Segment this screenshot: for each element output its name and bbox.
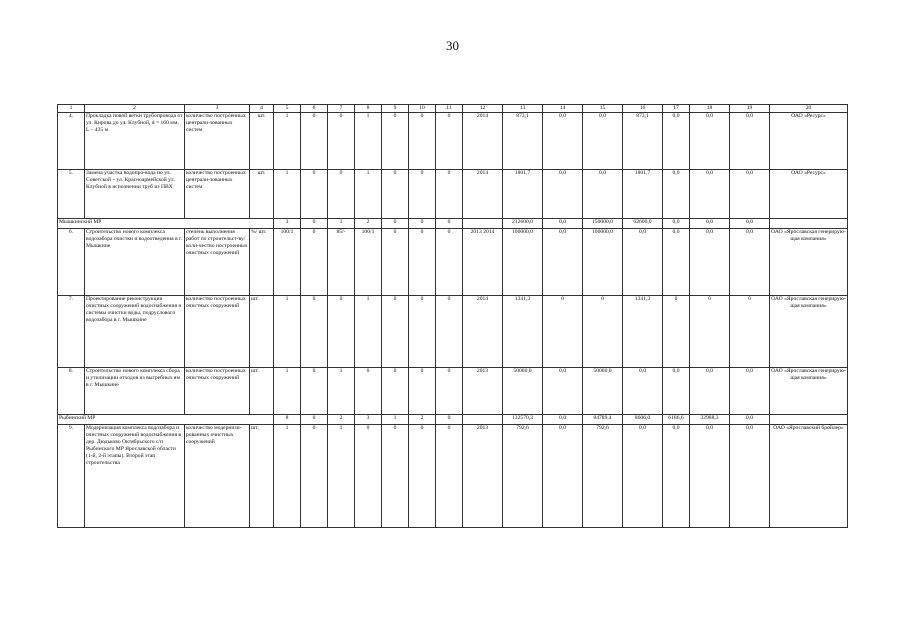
table-cell: 0,0 (663, 425, 690, 528)
table-cell: 0,0 (583, 113, 623, 170)
header-cell: 16 (623, 105, 663, 113)
table-row (58, 368, 848, 415)
table-cell: 0 (301, 219, 328, 229)
table-cell: 0 (543, 296, 583, 368)
table-cell: 0,0 (663, 170, 690, 219)
table-cell: 32988,3 (690, 415, 730, 425)
table-cell: 0 (382, 219, 409, 229)
header-cell: 9 (382, 105, 409, 113)
page-number: 30 (446, 38, 459, 53)
table-cell: 0 (409, 368, 436, 415)
header-cell: 4 (250, 105, 274, 113)
table-cell (463, 415, 503, 425)
table-row (58, 113, 848, 170)
header-cell: 11 (436, 105, 463, 113)
table-cell: 1801,7 (503, 170, 543, 219)
year: 2014 (463, 170, 503, 219)
table-cell: 0 (436, 113, 463, 170)
table-cell (770, 415, 848, 425)
table-cell: 1 (274, 368, 301, 415)
table-cell (770, 219, 848, 229)
header-cell: 6 (301, 105, 328, 113)
table-cell: 792,6 (583, 425, 623, 528)
indicator-name: количество построенных централи-зованных систем (185, 113, 250, 170)
header-cell: 8 (355, 105, 382, 113)
subtotal-row (58, 415, 848, 425)
indicator-name: количество построенных централи-зованных систем (185, 170, 250, 219)
table-cell: 0 (355, 425, 382, 528)
table-cell: 2 (409, 415, 436, 425)
row-number: 6. (58, 229, 85, 296)
row-number: 7. (58, 296, 85, 368)
table-cell: 873,1 (503, 113, 543, 170)
table-cell: 0 (328, 296, 355, 368)
table-cell: 0 (436, 219, 463, 229)
event-name: Проектирование реконструкции очистных сооружений водоснабжения и системы очистки воды, подруслового водозабора в г. Мышкине (85, 296, 185, 368)
table-cell: 0 (382, 425, 409, 528)
table-cell: 1 (274, 113, 301, 170)
header-cell: 10 (409, 105, 436, 113)
table-cell: 0 (690, 296, 730, 368)
table-cell: 0 (663, 296, 690, 368)
table-cell: 8606,0 (623, 415, 663, 425)
table-cell: 0,0 (730, 229, 770, 296)
table-cell: 85/- (328, 229, 355, 296)
table-cell: 62600,0 (623, 219, 663, 229)
table-cell: 2 (355, 219, 382, 229)
table-cell: 0 (301, 229, 328, 296)
table-cell: 1341,3 (623, 296, 663, 368)
unit: шт. (250, 113, 274, 170)
table-cell: 0,0 (690, 170, 730, 219)
table-cell: 0,0 (543, 170, 583, 219)
executor: ОАО «Ресурс» (770, 170, 848, 219)
table-cell: 1 (328, 368, 355, 415)
table-cell: 50000,0 (503, 368, 543, 415)
table-cell: 0,0 (543, 415, 583, 425)
unit: шт. (250, 425, 274, 528)
table-cell: 0 (409, 425, 436, 528)
table-row (58, 170, 848, 219)
table-row (58, 425, 848, 528)
table-cell: 0 (382, 113, 409, 170)
table-cell: 150000,0 (583, 219, 623, 229)
table-cell: 0,0 (623, 229, 663, 296)
table-cell: 1 (274, 170, 301, 219)
table-cell: 100000,0 (583, 229, 623, 296)
table-cell: 0 (382, 296, 409, 368)
table-cell: 0,0 (690, 219, 730, 229)
table-cell: 0 (382, 170, 409, 219)
unit: %/ шт. (250, 229, 274, 296)
table-cell: 0 (730, 296, 770, 368)
header-cell: 13 (503, 105, 543, 113)
table-cell: 0,0 (663, 113, 690, 170)
table-cell: 0 (409, 170, 436, 219)
executor: ОАО «Ресурс» (770, 113, 848, 170)
header-cell: 5 (274, 105, 301, 113)
unit: шт. (250, 296, 274, 368)
header-row (58, 105, 848, 113)
table-cell: 0 (436, 229, 463, 296)
table-cell (463, 219, 503, 229)
table-cell: 0 (436, 415, 463, 425)
table-cell: 0 (436, 368, 463, 415)
row-number: 8. (58, 368, 85, 415)
table-cell: 873,1 (623, 113, 663, 170)
table-cell: 6186,6 (663, 415, 690, 425)
table-cell: 3 (274, 219, 301, 229)
header-cell: 7 (328, 105, 355, 113)
table-cell: 100/1 (274, 229, 301, 296)
header-cell: 2 (85, 105, 185, 113)
subtotal-row (58, 219, 848, 229)
table-cell: 100000,0 (503, 229, 543, 296)
year: 2013 (463, 425, 503, 528)
table-cell: 0 (382, 368, 409, 415)
table-cell: 0,0 (690, 368, 730, 415)
table-cell: 0 (301, 415, 328, 425)
table-cell: 0,0 (583, 170, 623, 219)
indicator-name: степень выполнения работ по строительст-ву/ коли-чество построенных очистных сооружений (185, 229, 250, 296)
indicator-name: количество модернизи-рованных очистных сооружений (185, 425, 250, 528)
table-cell: 0,0 (690, 425, 730, 528)
table-cell: 0,0 (663, 219, 690, 229)
table-cell: 0,0 (730, 170, 770, 219)
program-table (57, 104, 848, 528)
header-cell: 3 (185, 105, 250, 113)
table-cell: 1 (274, 425, 301, 528)
event-name: Прокладка новой ветки трубопровода от ул. Кирова до ул. Клубной, d = 160 мм, L – 435 м (85, 113, 185, 170)
table-cell: 1 (328, 219, 355, 229)
table-cell: 0 (382, 229, 409, 296)
table-cell: 0 (328, 113, 355, 170)
table-cell: 1 (382, 415, 409, 425)
table-cell: 0,0 (730, 415, 770, 425)
indicator-name: количество построенных очистных сооружений (185, 368, 250, 415)
row-number: 4. (58, 113, 85, 170)
header-cell: 12 (463, 105, 503, 113)
table-cell: 0 (436, 425, 463, 528)
table-cell: 0,0 (730, 113, 770, 170)
executor: ОАО «Ярославская генерирую-щая компания» (770, 296, 848, 368)
year: 2013 2014 (463, 229, 503, 296)
table-cell: 0 (409, 219, 436, 229)
table-cell: 0,0 (663, 229, 690, 296)
event-name: Строительство нового комплекса сбора и утилизации отходов из выгребных ям в г. Мышкине (85, 368, 185, 415)
header-cell: 15 (583, 105, 623, 113)
table-cell: 0,0 (663, 368, 690, 415)
table-cell: 0,0 (730, 368, 770, 415)
table-cell: 0,0 (623, 425, 663, 528)
event-name: Замена участка водопро-вода по ул. Советской – ул. Красноармейской ул. Клубной в исполнении труб из ПВХ (85, 170, 185, 219)
table-cell: 132570,3 (503, 415, 543, 425)
table-cell: 0,0 (543, 368, 583, 415)
subtotal-label: Мышкинский МР (58, 219, 274, 229)
table-cell: 0,0 (543, 113, 583, 170)
table-cell: 0,0 (730, 219, 770, 229)
table-cell: 0,0 (543, 229, 583, 296)
table-cell: 0 (409, 113, 436, 170)
table-cell: 0,0 (690, 113, 730, 170)
table-cell: 0,0 (543, 219, 583, 229)
executor: ОАО «Ярославский бройлер» (770, 425, 848, 528)
table-cell: 3 (355, 415, 382, 425)
table-cell: 1 (355, 170, 382, 219)
unit: шт. (250, 170, 274, 219)
table-cell: 8 (274, 415, 301, 425)
table-cell: 0,0 (543, 425, 583, 528)
row-number: 9. (58, 425, 85, 528)
year: 2013 (463, 368, 503, 415)
table-cell: 0 (328, 170, 355, 219)
event-name: Строительство нового комплекса водозабора очистки и водоотведения в г. Мышкине (85, 229, 185, 296)
table-cell: 0,0 (623, 368, 663, 415)
table-cell: 0 (436, 296, 463, 368)
table-cell: 1 (355, 113, 382, 170)
table-cell: 0 (301, 170, 328, 219)
table-cell: 0 (583, 296, 623, 368)
table-cell: 2 (328, 415, 355, 425)
header-cell: 18 (690, 105, 730, 113)
header-cell: 1 (58, 105, 85, 113)
table-cell: 0 (355, 368, 382, 415)
table-cell: 1 (355, 296, 382, 368)
subtotal-label: Рыбинский МР (58, 415, 274, 425)
table-cell: 1801,7 (623, 170, 663, 219)
table-cell: 1 (328, 425, 355, 528)
year: 2014 (463, 296, 503, 368)
table-cell: 84789,4 (583, 415, 623, 425)
header-cell: 14 (543, 105, 583, 113)
table-cell: 0 (301, 296, 328, 368)
executor: ОАО «Ярославская генерирую-щая компания» (770, 368, 848, 415)
table-cell: 0 (409, 229, 436, 296)
table-cell: 1 (274, 296, 301, 368)
row-number: 5. (58, 170, 85, 219)
table-cell: 0 (436, 170, 463, 219)
executor: ОАО «Ярославская генерирую-щая компания» (770, 229, 848, 296)
table-cell: 0,0 (730, 425, 770, 528)
table-cell: 0,0 (690, 229, 730, 296)
table-cell: 212600,0 (503, 219, 543, 229)
table-row (58, 296, 848, 368)
table-cell: 0 (301, 425, 328, 528)
table-cell: 100/1 (355, 229, 382, 296)
header-cell: 17 (663, 105, 690, 113)
table-cell: 1341,3 (503, 296, 543, 368)
header-cell: 19 (730, 105, 770, 113)
year: 2014 (463, 113, 503, 170)
table-cell: 50000,0 (583, 368, 623, 415)
unit: шт. (250, 368, 274, 415)
table-row (58, 229, 848, 296)
table-cell: 0 (409, 296, 436, 368)
indicator-name: количество построенных очистных сооружений (185, 296, 250, 368)
header-cell: 20 (770, 105, 848, 113)
table-cell: 0 (301, 113, 328, 170)
event-name: Модернизация комплекса водозабора и очистных сооружений водоснабжения в дер. Дюдьково Октябрьского с/п Рыбинского МР Ярославской области (1-й, 2-й этапы). Второй этап строительства (85, 425, 185, 528)
table-cell: 0 (301, 368, 328, 415)
table-cell: 792,6 (503, 425, 543, 528)
